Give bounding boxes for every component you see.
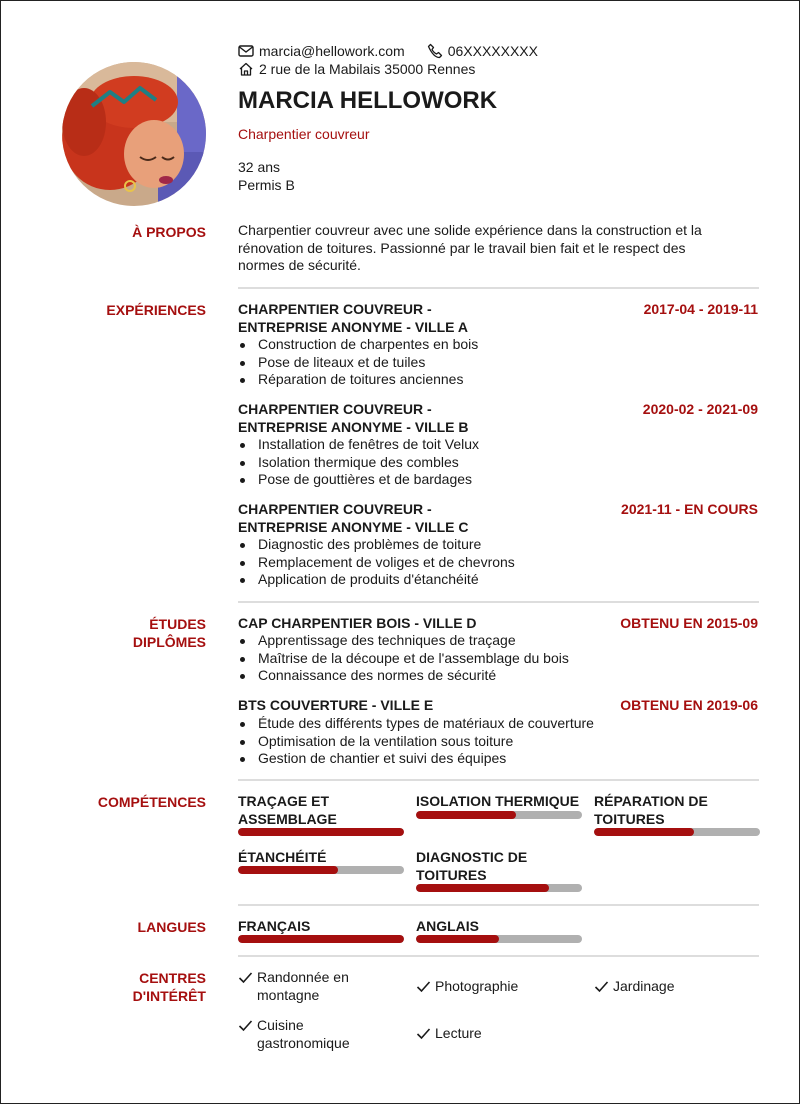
divider <box>238 601 759 603</box>
skill-item: ÉTANCHÉITÉ <box>238 849 404 875</box>
address: 2 rue de la Mabilais 35000 Rennes <box>259 61 476 77</box>
experience-tasks <box>238 536 758 589</box>
skill-item: DIAGNOSTIC DE TOITURES <box>416 849 582 893</box>
list-item: Étude des différents types de matériaux de couverture <box>238 715 758 733</box>
interest-item: Photographie <box>416 978 518 999</box>
experience-tasks <box>238 436 758 489</box>
experience-tasks <box>238 336 758 389</box>
skill-level-bar <box>594 828 760 836</box>
candidate-job-title: Charpentier couvreur <box>238 126 370 142</box>
email-link[interactable]: marcia@hellowork.com <box>259 43 405 59</box>
list-item: Construction de charpentes en bois <box>238 336 758 354</box>
list-item: Maîtrise de la découpe et de l'assemblage du bois <box>238 650 758 668</box>
skill-item: RÉPARATION DE TOITURES <box>594 793 760 837</box>
divider <box>238 287 759 289</box>
skill-item: ISOLATION THERMIQUE <box>416 793 582 819</box>
language-item: ANGLAIS <box>416 918 582 944</box>
envelope-icon <box>238 43 254 59</box>
experience-title: CHARPENTIER COUVREUR - ENTREPRISE ANONYME - VILLE B <box>238 401 469 435</box>
interests-label: CENTRES D'INTÉRÊT <box>132 970 206 1004</box>
skills-label: COMPÉTENCES <box>97 794 206 810</box>
list-item: Pose de liteaux et de tuiles <box>238 354 758 372</box>
education-details <box>238 715 758 768</box>
check-icon <box>416 978 431 999</box>
divider <box>238 779 759 781</box>
education-label: ÉTUDES DIPLÔMES <box>132 616 206 650</box>
about-text: Charpentier couvreur avec une solide expérience dans la construction et la rénovation de toitures. Passionné par le travail bien fait et le respect des normes de sécurité. <box>238 222 702 273</box>
check-icon <box>238 969 253 990</box>
language-level-bar <box>416 935 582 943</box>
interest-item: Cuisine gastronomique <box>238 1017 350 1052</box>
check-icon <box>594 978 609 999</box>
education-date: OBTENU EN 2019-06 <box>620 697 758 713</box>
language-level-bar <box>238 935 404 943</box>
driving-license: Permis B <box>238 177 295 193</box>
experience-title: CHARPENTIER COUVREUR - ENTREPRISE ANONYME - VILLE A <box>238 301 468 335</box>
skill-level-bar <box>416 884 582 892</box>
education-date: OBTENU EN 2015-09 <box>620 615 758 631</box>
experience-title: CHARPENTIER COUVREUR - ENTREPRISE ANONYME - VILLE C <box>238 501 469 535</box>
list-item: Remplacement de voliges et de chevrons <box>238 554 758 572</box>
check-icon <box>416 1025 431 1046</box>
experiences-label: EXPÉRIENCES <box>106 302 206 318</box>
skill-item: TRAÇAGE ET ASSEMBLAGE <box>238 793 404 837</box>
languages-label: LANGUES <box>137 919 206 935</box>
candidate-name: MARCIA HELLOWORK <box>238 87 498 114</box>
education-title: BTS COUVERTURE - VILLE E <box>238 697 434 713</box>
phone-icon <box>427 43 443 59</box>
candidate-age: 32 ans <box>238 159 281 175</box>
divider <box>238 955 759 957</box>
list-item: Application de produits d'étanchéité <box>238 571 758 589</box>
education-details <box>238 632 758 685</box>
list-item: Installation de fenêtres de toit Velux <box>238 436 758 454</box>
phone-number[interactable]: 06XXXXXXXX <box>447 43 538 59</box>
list-item: Connaissance des normes de sécurité <box>238 667 758 685</box>
skill-level-bar <box>238 828 404 836</box>
check-icon <box>238 1017 253 1038</box>
experience-date: 2021-11 - EN COURS <box>621 501 758 517</box>
list-item: Diagnostic des problèmes de toiture <box>238 536 758 554</box>
list-item: Réparation de toitures anciennes <box>238 371 758 389</box>
list-item: Optimisation de la ventilation sous toiture <box>238 733 758 751</box>
divider <box>238 904 759 906</box>
home-icon <box>238 61 254 77</box>
experience-date: 2020-02 - 2021-09 <box>642 401 758 417</box>
skill-level-bar <box>416 811 582 819</box>
skill-level-bar <box>238 866 404 874</box>
list-item: Apprentissage des techniques de traçage <box>238 632 758 650</box>
experience-date: 2017-04 - 2019-11 <box>643 301 758 317</box>
list-item: Pose de gouttières et de bardages <box>238 471 758 489</box>
interest-item: Randonnée en montagne <box>238 969 349 1004</box>
list-item: Isolation thermique des combles <box>238 454 758 472</box>
language-item: FRANÇAIS <box>238 918 404 944</box>
interest-item: Lecture <box>416 1025 482 1046</box>
about-label: À PROPOS <box>132 224 206 240</box>
list-item: Gestion de chantier et suivi des équipes <box>238 750 758 768</box>
avatar <box>62 62 206 206</box>
education-title: CAP CHARPENTIER BOIS - VILLE D <box>238 615 477 631</box>
interest-item: Jardinage <box>594 978 675 999</box>
